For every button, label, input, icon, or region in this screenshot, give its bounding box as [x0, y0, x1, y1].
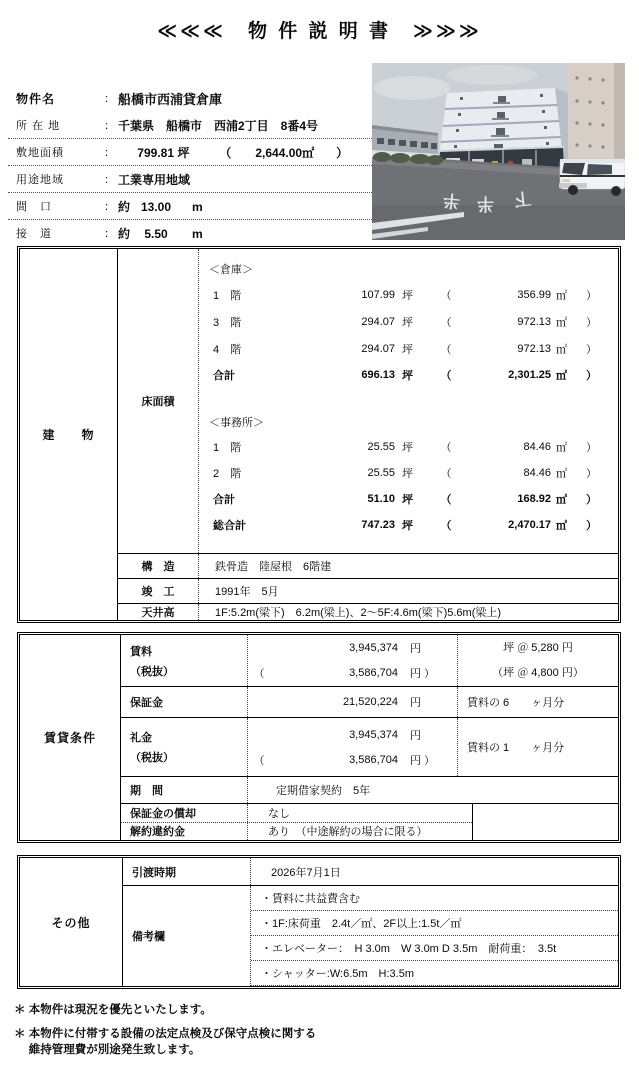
zoning-row: 用途地域 ： 工業専用地域: [8, 166, 372, 193]
frontage-row: 間 口 ： 約 13.00 m: [8, 193, 372, 220]
handover-value: 2026年7月1日: [271, 866, 341, 879]
floor-area-label: 床面積: [118, 249, 199, 553]
svg-text:半: 半: [477, 193, 494, 213]
term-row: [121, 777, 618, 804]
penalty-row: [121, 823, 472, 841]
road-row: 接 道 ： 約 5.50 m: [8, 220, 372, 246]
warehouse-header: ＜倉庫＞: [209, 264, 253, 276]
ceiling-row: [118, 604, 618, 620]
rent-label: 賃料 （税抜）: [121, 635, 248, 686]
remarks-row: [123, 886, 618, 986]
penalty-label: 解約違約金: [121, 823, 248, 841]
ceiling-value: 1F:5.2m(梁下) 6.2m(梁上)、2〜5F:4.6m(梁下)5.6m(梁上): [215, 607, 502, 619]
zoning-label: 用途地域: [16, 174, 64, 186]
completion-value: 1991年 5月: [215, 586, 279, 598]
amortization-label: 保証金の償却: [121, 804, 248, 822]
property-name-label: 物件名: [16, 91, 56, 106]
road-label: 接 道: [16, 228, 52, 240]
floor-area-row: [118, 249, 618, 554]
page-title: ≪≪≪ 物 件 説 明 書 ≫≫≫: [157, 21, 482, 42]
road-value: 約 5.50 m: [118, 226, 203, 241]
remark-item: ・賃料に共益費含む: [251, 886, 618, 911]
completion-label: 竣 工: [118, 579, 199, 603]
lease-section-label: 賃貸条件: [20, 635, 121, 840]
term-value: 定期借家契約 5年: [276, 785, 371, 797]
svg-text:半: 半: [442, 189, 462, 211]
warehouse-floor-row: 4 階 294.07 坪 （ 972.13 ㎡ ）: [213, 342, 597, 356]
amortization-value: なし: [268, 807, 290, 820]
remark-item: ・エレベーター： H 3.0m W 3.0m D 3.5m 耐荷重： 3.5t: [251, 936, 618, 961]
property-name-value: 船橋市西浦貸倉庫: [118, 91, 223, 107]
key-money-label: 礼金 （税抜）: [121, 718, 248, 776]
address-label: 所 在 地: [16, 120, 61, 132]
deposit-label: 保証金: [121, 687, 248, 717]
other-table: [17, 855, 621, 989]
structure-value: 鉄骨造 陸屋根 6階建: [215, 561, 332, 573]
footnote: ＊ 本物件は現況を優先といたします。: [14, 1004, 212, 1016]
rent-row: 賃料 （税抜） 3,945,374 円 （ 3,586,704 円 ） 坪 ＠ 5,280 円 （坪 ＠ 4,800 円）: [121, 635, 618, 687]
office-floor-row: 1 階 25.55 坪 （ 84.46 ㎡ ）: [213, 441, 597, 454]
site-area-row: 敷地面積 ： 799.81 坪 （ 2,644.00㎡ ）: [8, 139, 372, 166]
warehouse-floor-row: 3 階 294.07 坪 （ 972.13 ㎡ ）: [213, 315, 597, 329]
other-section-label: その他: [20, 858, 123, 986]
rent-per-tsubo: 坪 ＠ 5,280 円 （坪 ＠ 4,800 円）: [492, 641, 584, 679]
term-label: 期 間: [121, 777, 248, 803]
address-row: 所 在 地 ： 千葉県 船橋市 西浦2丁目 8番4号: [8, 112, 372, 139]
footnote: 維持管理費が別途発生致します。: [14, 1044, 201, 1056]
amortization-row: [121, 804, 472, 823]
property-info: [8, 86, 372, 246]
handover-row: [123, 858, 618, 886]
remark-item: ・シャッター:W:6.5m H:3.5m: [251, 961, 618, 986]
lease-table: [17, 632, 621, 843]
svg-text:下: 下: [512, 187, 532, 209]
grand-total-row: 総合計 747.23 坪 （ 2,470.17 ㎡ ）: [213, 519, 597, 532]
deposit-row: 保証金 21,520,224 円 賃料の 6 ヶ月分: [121, 687, 618, 718]
property-photo: [372, 63, 625, 240]
zoning-value: 工業専用地域: [118, 172, 191, 187]
frontage-value: 約 13.00 m: [118, 199, 203, 214]
key-money-note: 賃料の 1 ヶ月分: [467, 742, 565, 754]
frontage-label: 間 口: [16, 201, 52, 213]
footnote: ＊ 本物件に付帯する設備の法定点検及び保守点検に関する: [14, 1028, 317, 1040]
building-section-label: 建 物: [20, 249, 118, 620]
office-header: ＜事務所＞: [209, 417, 264, 429]
completion-row: [118, 579, 618, 604]
lease-bottom-block: [121, 804, 618, 840]
handover-label: 引渡時期: [123, 858, 251, 885]
penalty-value: あり （中途解約の場合に限る）: [268, 826, 428, 839]
address-value: 千葉県 船橋市 西浦2丁目 8番4号: [118, 118, 319, 133]
office-total-row: 合計 51.10 坪 （ 168.92 ㎡ ）: [213, 493, 597, 506]
warehouse-floor-row: 1 階 107.99 坪 （ 356.99 ㎡ ）: [213, 288, 597, 302]
deposit-note: 賃料の 6 ヶ月分: [467, 697, 565, 709]
site-area-label: 敷地面積: [16, 147, 64, 159]
warehouse-total-row: 合計 696.13 坪 （ 2,301.25 ㎡ ）: [213, 369, 597, 382]
structure-row: [118, 554, 618, 579]
footnotes: [14, 1001, 316, 1058]
key-money-row: 礼金 （税抜） 3,945,374 円 （ 3,586,704 円 ） 賃料の 1 ヶ月分: [121, 718, 618, 777]
remark-item: ・1F:床荷重 2.4t／㎡、2F以上:1.5t／㎡: [251, 911, 618, 936]
office-floor-row: 2 階 25.55 坪 （ 84.46 ㎡ ）: [213, 467, 597, 480]
property-name-row: 物件名 ： 船橋市西浦貸倉庫: [8, 86, 372, 110]
structure-label: 構 造: [118, 554, 199, 578]
lease-empty-cell: [473, 804, 618, 840]
building-table: [17, 246, 621, 623]
ceiling-label: 天井高: [118, 604, 199, 620]
site-area-value: 799.81 坪 （ 2,644.00㎡ ）: [137, 145, 349, 160]
remarks-label: 備考欄: [123, 886, 251, 986]
